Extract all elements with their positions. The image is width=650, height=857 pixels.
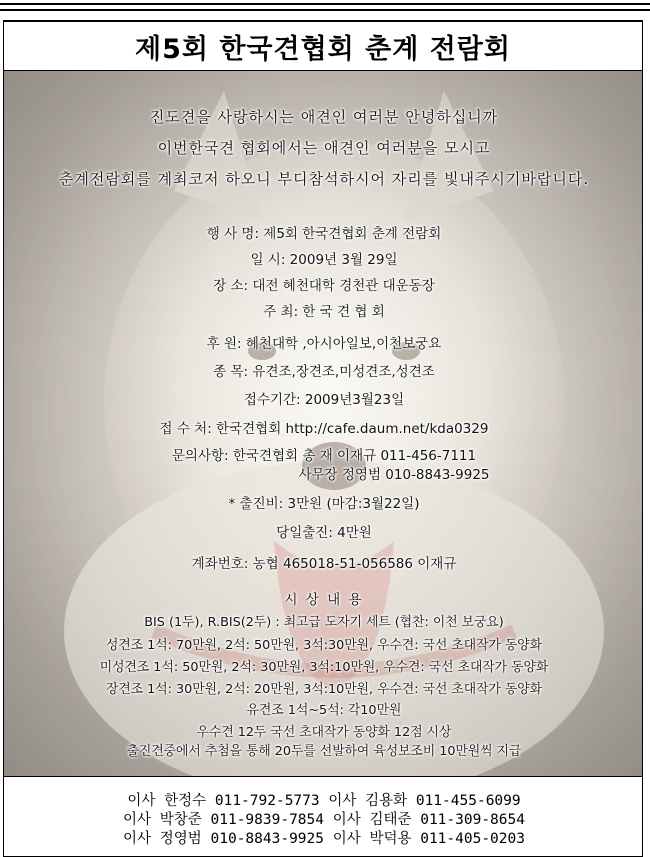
- award-line: 유견조 1석~5석: 각10만원: [246, 703, 402, 718]
- page-title: 제5회 한국견협회 춘계 전람회: [135, 33, 511, 65]
- same-day-fee: 당일출진: 4만원: [276, 525, 372, 541]
- award-line: 출진견중에서 추첨을 통해 20두를 선발하여 육성보조비 10만원씩 지급: [126, 744, 522, 759]
- contact-row: 이사 박창준 011-9839-7854 이사 김태준 011-309-8654: [123, 812, 525, 828]
- event-name: 행 사 명: 제5회 한국견협회 춘계 전람회: [206, 226, 442, 242]
- intro-line: 춘계전람회를 계최코저 하오니 부디참석하시어 자리를 빛내주시기바랍니다.: [58, 170, 590, 188]
- top-rule: [0, 3, 650, 5]
- award-line: 미성견조 1석: 50만원, 2석: 30만원, 3석:10만원, 우수견: 국선 초대작가 동양화: [99, 660, 549, 675]
- title-banner: [3, 20, 643, 70]
- intro-line: 진도견을 사랑하시는 애견인 여러분 안녕하십니까: [149, 108, 499, 126]
- entry-fee: * 출진비: 3만원 (마감:3월22일): [228, 496, 420, 512]
- bank-account: 계좌번호: 농협 465018-51-056586 이재규: [191, 556, 457, 572]
- event-sponsors: 후 원: 혜천대학 ,아시아일보,이천보궁요: [206, 336, 442, 352]
- intro-line: 이번한국견 협회에서는 애견인 여러분을 모시고: [157, 139, 491, 157]
- inquiry-contact: 문의사항: 한국견협회 총 재 이재규 011-456-7111: [171, 448, 477, 464]
- award-line: 우수견 12두 국선 초대작가 동양화 12점 시상: [196, 725, 452, 740]
- registration-place: 접 수 처: 한국견협회 http://cafe.daum.net/kda0329: [159, 421, 489, 437]
- top-rule: [0, 9, 650, 11]
- event-host: 주 최: 한 국 견 협 회: [263, 304, 385, 320]
- event-venue: 장 소: 대전 혜천대학 경천관 대운동장: [213, 278, 435, 294]
- contact-row: 이사 한정수 011-792-5773 이사 김용화 011-455-6099: [127, 793, 521, 809]
- contact-row: 이사 정영범 010-8843-9925 이사 박덕용 011-405-0203: [123, 831, 525, 847]
- contact-footer: [3, 777, 643, 857]
- inquiry-contact-secretary: 사무장 정영범 010-8843-9925: [298, 467, 490, 483]
- awards-heading: 시 상 내 용: [284, 592, 364, 608]
- award-line: BIS (1두), R.BIS(2두) : 최고급 도자기 세트 (협찬: 이천 보궁요): [144, 615, 504, 630]
- registration-period: 접수기간: 2009년3월23일: [243, 392, 405, 408]
- award-line: 성견조 1석: 70만원, 2석: 50만원, 3석:30만원, 우수견: 국선 초대작가 동양화: [105, 638, 543, 653]
- event-date: 일 시: 2009년 3월 29일: [250, 252, 398, 268]
- poster-body: [3, 70, 643, 777]
- event-categories: 종 목: 유견조,장견조,미성견조,성견조: [213, 364, 435, 380]
- award-line: 장견조 1석: 30만원, 2석: 20만원, 3석:10만원, 우수견: 국선 초대작가 동양화: [105, 682, 543, 697]
